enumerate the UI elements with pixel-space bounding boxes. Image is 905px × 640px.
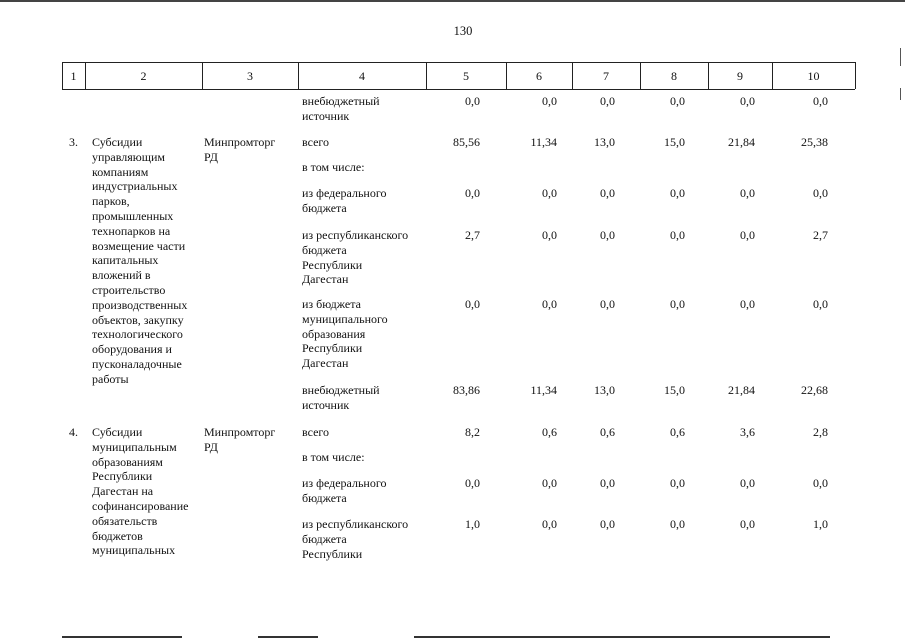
funding-source-label: Республики bbox=[302, 257, 363, 272]
program-name-line: муниципальным bbox=[92, 439, 177, 454]
funding-source-label: всего bbox=[302, 425, 330, 439]
row-number: 4. bbox=[69, 425, 78, 439]
executor-line: Минпромторг bbox=[204, 135, 276, 149]
funding-source-label: в том числе: bbox=[302, 160, 365, 174]
funding-source-label: бюджета bbox=[302, 242, 347, 257]
value-cell: 15,0 bbox=[664, 135, 685, 149]
program-name-line: софинансирование bbox=[92, 499, 189, 513]
value-cell: 0,0 bbox=[600, 186, 615, 200]
program-name-line: обязательств bbox=[92, 513, 158, 528]
column-header-10: 10 bbox=[807, 69, 820, 83]
executor-line: РД bbox=[204, 149, 218, 164]
value-cell: 0,0 bbox=[813, 94, 828, 108]
column-header-7: 7 bbox=[603, 69, 609, 83]
executor-line: Минпромторг bbox=[204, 425, 276, 439]
program-name-line: компаниям bbox=[92, 164, 149, 179]
header-top-rule bbox=[62, 62, 855, 63]
column-header-6: 6 bbox=[536, 69, 542, 83]
program-name-line: управляющим bbox=[92, 149, 165, 164]
program-name-line: муниципальных bbox=[92, 543, 176, 558]
edge-mark bbox=[900, 88, 901, 100]
value-cell: 21,84 bbox=[728, 135, 755, 149]
column-header-9: 9 bbox=[737, 69, 743, 83]
value-cell: 13,0 bbox=[594, 383, 615, 397]
funding-source-label: источник bbox=[302, 108, 350, 123]
bottom-rule bbox=[62, 636, 182, 638]
value-cell: 22,68 bbox=[801, 383, 828, 397]
value-cell: 0,0 bbox=[542, 476, 557, 490]
value-cell: 0,0 bbox=[670, 186, 685, 200]
value-cell: 0,0 bbox=[542, 517, 557, 531]
value-cell: 0,0 bbox=[740, 186, 755, 200]
program-name-line: объектов, закупку bbox=[92, 312, 184, 327]
value-cell: 0,0 bbox=[740, 94, 755, 108]
value-cell: 8,2 bbox=[465, 425, 480, 439]
funding-source-label: муниципального bbox=[302, 311, 388, 326]
column-header-3: 3 bbox=[247, 69, 253, 83]
program-name-line: вложений в bbox=[92, 268, 151, 283]
edge-mark bbox=[900, 48, 901, 66]
value-cell: 0,0 bbox=[465, 94, 480, 108]
value-cell: 2,7 bbox=[465, 228, 480, 242]
program-name-line: Дагестан на bbox=[92, 484, 154, 499]
funding-source-label: всего bbox=[302, 135, 330, 149]
funding-source-label: Республики bbox=[302, 546, 363, 561]
column-header-5: 5 bbox=[463, 69, 469, 83]
value-cell: 15,0 bbox=[664, 383, 685, 397]
value-cell: 0,0 bbox=[670, 94, 685, 108]
program-name-line: индустриальных bbox=[92, 179, 178, 194]
funding-source-label: источник bbox=[302, 397, 350, 412]
value-cell: 0,0 bbox=[670, 297, 685, 311]
funding-source-label: образования bbox=[302, 326, 366, 341]
value-cell: 0,0 bbox=[542, 228, 557, 242]
value-cell: 0,0 bbox=[600, 517, 615, 531]
value-cell: 0,0 bbox=[465, 476, 480, 490]
header-bottom-rule bbox=[62, 89, 855, 90]
value-cell: 3,6 bbox=[740, 425, 755, 439]
value-cell: 0,0 bbox=[740, 228, 755, 242]
program-name-line: промышленных bbox=[92, 209, 174, 223]
value-cell: 0,0 bbox=[813, 186, 828, 200]
program-name-line: возмещение части bbox=[92, 238, 186, 253]
program-name-line: капитальных bbox=[92, 253, 159, 268]
bottom-rule bbox=[414, 636, 830, 638]
top-edge-rule bbox=[0, 0, 905, 2]
value-cell: 13,0 bbox=[594, 135, 615, 149]
value-cell: 21,84 bbox=[728, 383, 755, 397]
value-cell: 0,0 bbox=[542, 186, 557, 200]
value-cell: 0,6 bbox=[542, 425, 557, 439]
funding-source-label: внебюджетный bbox=[302, 383, 380, 397]
value-cell: 0,0 bbox=[600, 94, 615, 108]
program-name-line: работы bbox=[92, 371, 129, 386]
value-cell: 0,0 bbox=[740, 476, 755, 490]
value-cell: 0,0 bbox=[670, 476, 685, 490]
program-name-line: парков, bbox=[92, 194, 130, 209]
value-cell: 0,0 bbox=[740, 297, 755, 311]
program-name-line: Республики bbox=[92, 469, 153, 484]
value-cell: 0,0 bbox=[813, 297, 828, 311]
value-cell: 2,8 bbox=[813, 425, 828, 439]
value-cell: 11,34 bbox=[530, 383, 557, 397]
value-cell: 83,86 bbox=[453, 383, 480, 397]
funding-source-label: Республики bbox=[302, 341, 363, 356]
funding-source-label: Дагестан bbox=[302, 356, 349, 371]
column-header-1: 1 bbox=[70, 69, 77, 83]
value-cell: 0,0 bbox=[600, 476, 615, 490]
program-name-line: Субсидии bbox=[92, 425, 143, 439]
funding-source-label: из республиканского bbox=[302, 228, 409, 242]
program-name-line: бюджетов bbox=[92, 528, 143, 543]
value-cell: 0,0 bbox=[542, 94, 557, 108]
funding-source-label: из федерального bbox=[302, 476, 387, 490]
funding-source-label: из федерального bbox=[302, 186, 387, 200]
value-cell: 85,56 bbox=[453, 135, 480, 149]
program-name-line: образованиям bbox=[92, 454, 163, 469]
funding-source-label: из республиканского bbox=[302, 517, 409, 531]
value-cell: 1,0 bbox=[465, 517, 480, 531]
funding-source-label: Дагестан bbox=[302, 272, 349, 287]
funding-source-label: в том числе: bbox=[302, 450, 365, 464]
value-cell: 0,0 bbox=[600, 228, 615, 242]
value-cell: 1,0 bbox=[813, 517, 828, 531]
program-name-line: оборудования и bbox=[92, 342, 172, 357]
row-number: 3. bbox=[69, 135, 78, 149]
executor-line: РД bbox=[204, 439, 218, 454]
value-cell: 0,0 bbox=[465, 186, 480, 200]
column-header-8: 8 bbox=[671, 69, 677, 83]
value-cell: 0,0 bbox=[600, 297, 615, 311]
funding-source-label: из бюджета bbox=[302, 297, 361, 311]
funding-source-label: бюджета bbox=[302, 200, 347, 215]
bottom-rule bbox=[258, 636, 318, 638]
program-name-line: технологического bbox=[92, 327, 183, 342]
value-cell: 0,0 bbox=[465, 297, 480, 311]
value-cell: 0,0 bbox=[542, 297, 557, 311]
value-cell: 2,7 bbox=[813, 228, 828, 242]
value-cell: 0,0 bbox=[813, 476, 828, 490]
program-name-line: Субсидии bbox=[92, 135, 143, 149]
program-name-line: производственных bbox=[92, 297, 188, 312]
value-cell: 0,0 bbox=[670, 517, 685, 531]
program-name-line: технопарков на bbox=[92, 223, 171, 238]
value-cell: 0,6 bbox=[670, 425, 685, 439]
column-header-2: 2 bbox=[140, 69, 147, 83]
page-number: 130 bbox=[453, 24, 473, 38]
value-cell: 0,6 bbox=[600, 425, 615, 439]
value-cell: 25,38 bbox=[801, 135, 828, 149]
value-cell: 0,0 bbox=[670, 228, 685, 242]
column-header-4: 4 bbox=[359, 69, 365, 83]
funding-source-label: бюджета bbox=[302, 531, 347, 546]
funding-source-label: внебюджетный bbox=[302, 94, 380, 108]
program-name-line: пусконаладочные bbox=[92, 357, 182, 371]
program-name-line: строительство bbox=[92, 283, 166, 297]
value-cell: 11,34 bbox=[530, 135, 557, 149]
value-cell: 0,0 bbox=[740, 517, 755, 531]
header-column-border bbox=[855, 62, 856, 89]
funding-source-label: бюджета bbox=[302, 490, 347, 505]
